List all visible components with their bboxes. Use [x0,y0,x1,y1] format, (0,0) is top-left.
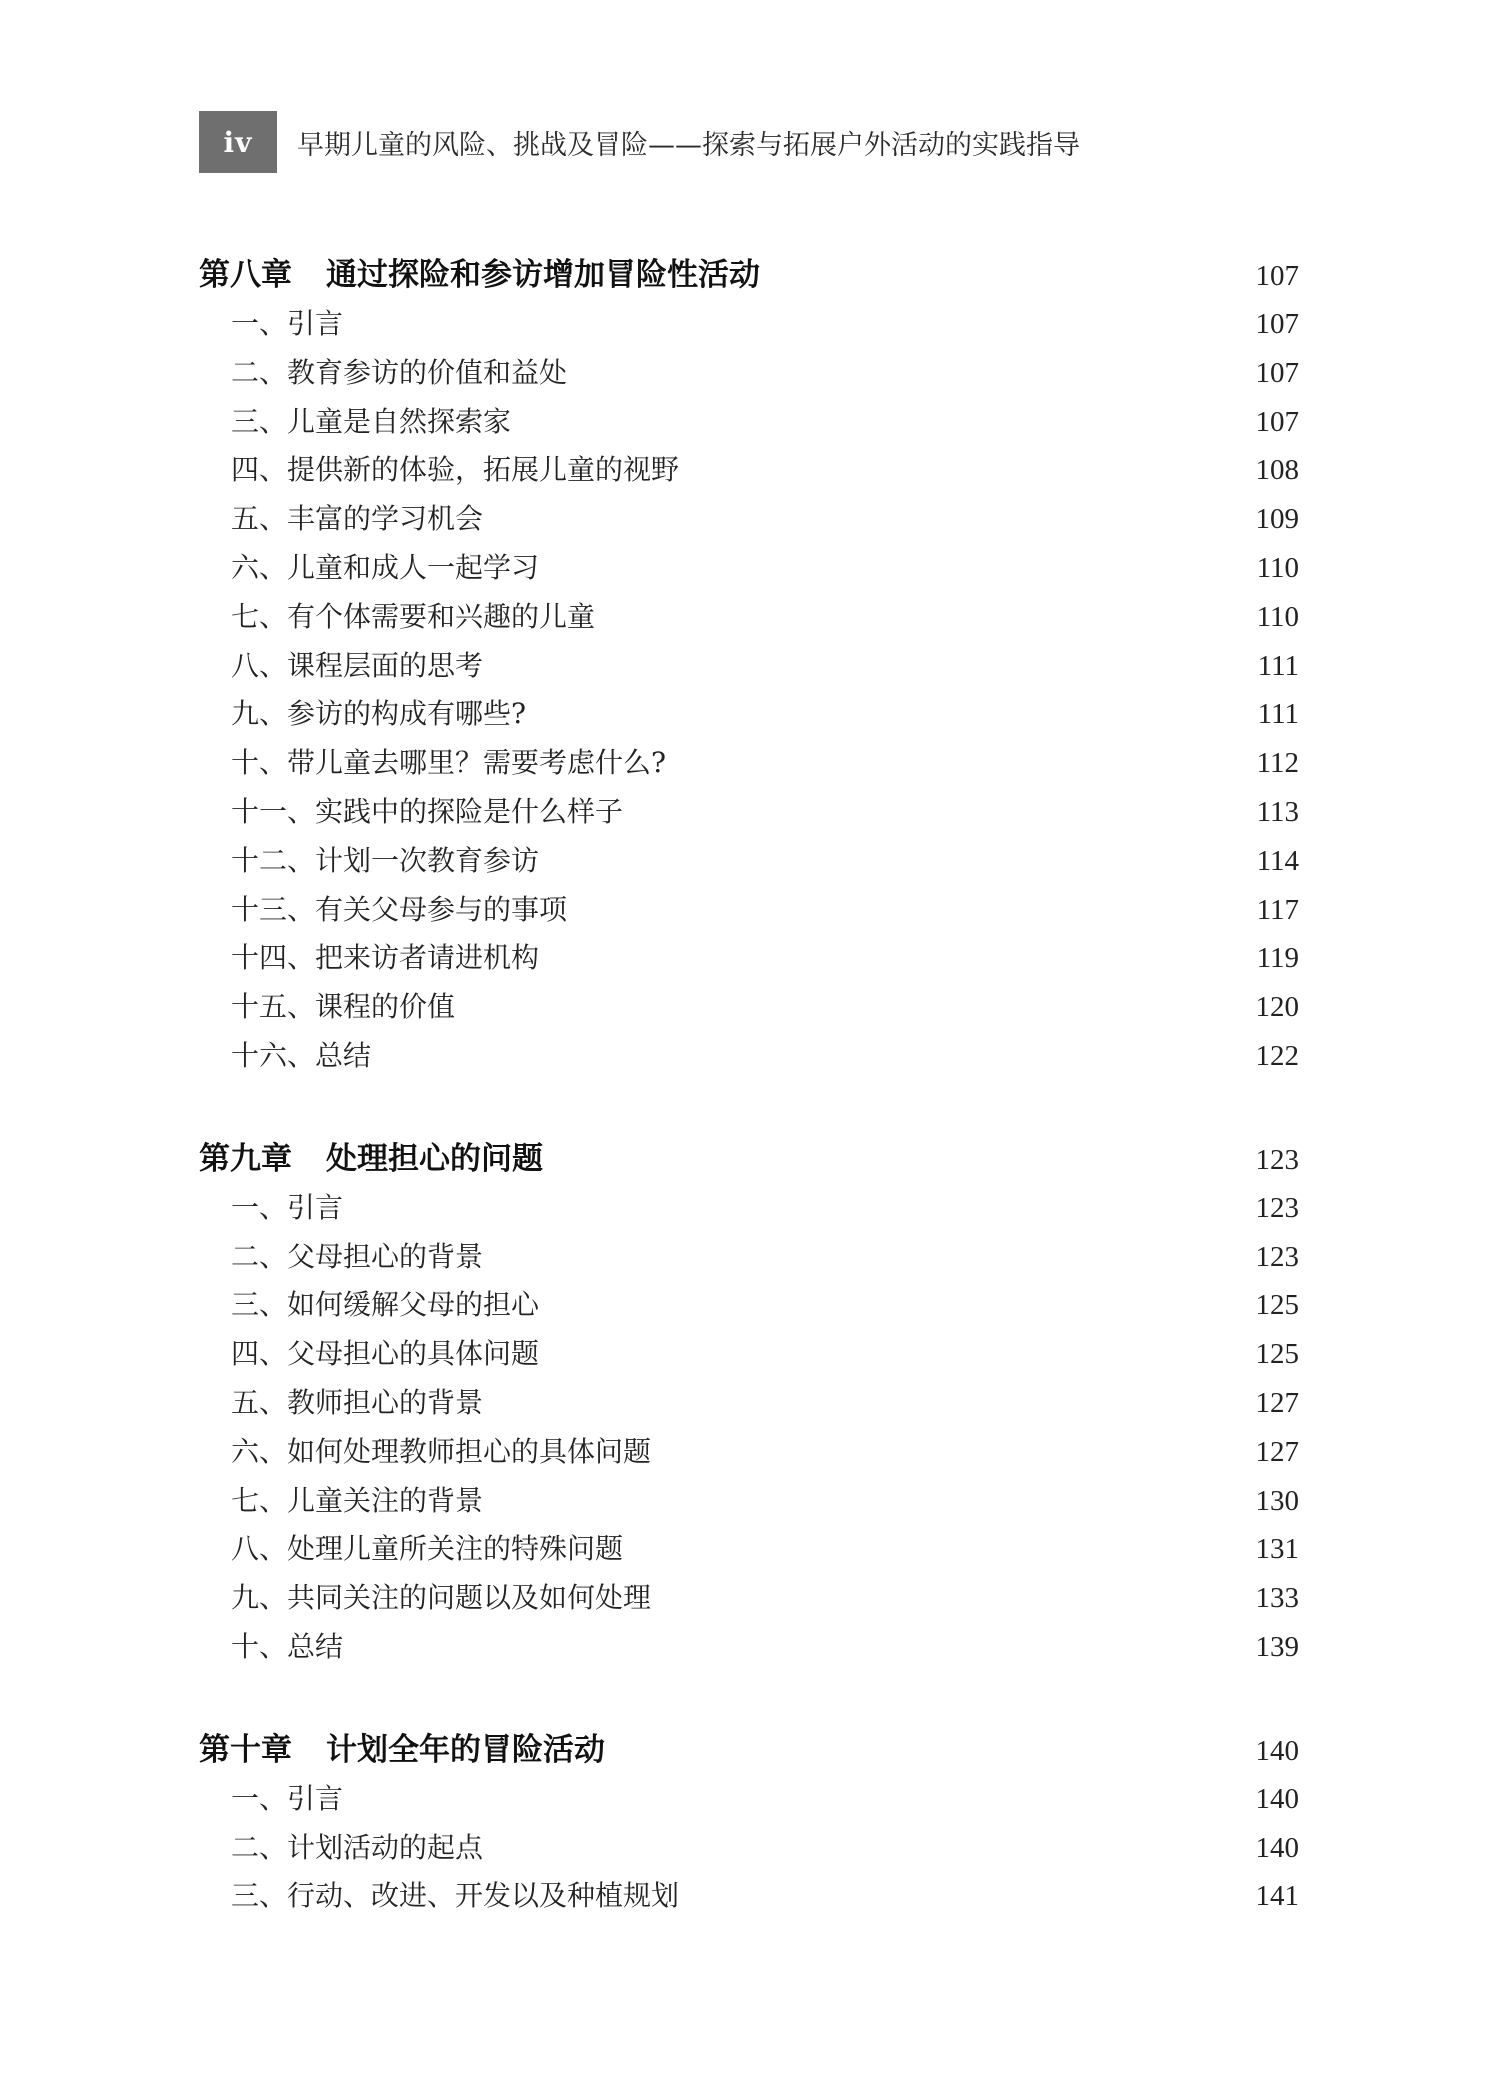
section-page-number: 117 [1256,893,1299,926]
section-title: 十六、总结 [231,1038,372,1072]
chapter-number: 第十章 [199,1731,292,1768]
chapter-block [199,250,1299,1081]
section-title: 十二、计划一次教育参访 [231,843,540,877]
section-entry[interactable] [199,1574,1299,1623]
chapter-block [199,1725,1299,1921]
section-page-number: 119 [1256,942,1299,975]
section-title: 四、提供新的体验，拓展儿童的视野 [231,453,680,487]
section-page-number: 123 [1255,1240,1299,1273]
section-page-number: 113 [1256,795,1299,828]
chapter-title [199,250,760,300]
section-entry[interactable] [199,1824,1299,1873]
running-header [199,111,1080,173]
section-entry[interactable] [199,300,1299,349]
section-title: 三、行动、改进、开发以及种植规划 [231,1879,680,1913]
section-entry[interactable] [199,544,1299,593]
section-entry[interactable] [199,1032,1299,1081]
section-title: 二、父母担心的背景 [231,1239,484,1273]
section-page-number: 107 [1255,405,1299,438]
section-entry[interactable] [199,886,1299,935]
section-title: 三、如何缓解父母的担心 [231,1288,540,1322]
chapter-entry[interactable] [199,1725,1299,1775]
section-entry[interactable] [199,446,1299,495]
section-entry[interactable] [199,1428,1299,1477]
chapter-block [199,1134,1299,1672]
section-title: 八、处理儿童所关注的特殊问题 [231,1532,624,1566]
section-page-number: 107 [1255,356,1299,389]
section-entry[interactable] [199,398,1299,447]
chapter-page-number: 107 [1255,260,1299,292]
section-entry[interactable] [199,1330,1299,1379]
section-entry[interactable] [199,1233,1299,1282]
section-title: 六、儿童和成人一起学习 [231,550,540,584]
section-entry[interactable] [199,1281,1299,1330]
section-page-number: 125 [1255,1338,1299,1371]
section-entry[interactable] [199,1477,1299,1526]
section-entry[interactable] [199,1872,1299,1921]
section-title: 三、儿童是自然探索家 [231,404,512,438]
section-title: 五、教师担心的背景 [231,1385,484,1419]
section-entry[interactable] [199,690,1299,739]
section-title: 一、引言 [231,1190,344,1224]
section-page-number: 112 [1256,747,1299,780]
section-page-number: 133 [1255,1582,1299,1615]
page-folio: iv [199,111,277,173]
section-title: 十一、实践中的探险是什么样子 [231,794,624,828]
section-entry[interactable] [199,1525,1299,1574]
chapter-name: 处理担心的问题 [326,1140,543,1177]
section-entry[interactable] [199,642,1299,691]
chapter-page-number: 140 [1255,1734,1299,1767]
section-entry[interactable] [199,739,1299,788]
section-page-number: 141 [1255,1880,1299,1913]
chapter-name: 通过探险和参访增加冒险性活动 [326,257,760,293]
chapter-page-number: 123 [1255,1143,1299,1176]
section-title: 二、计划活动的起点 [231,1830,484,1864]
section-title: 十、带儿童去哪里？需要考虑什么? [231,746,667,780]
section-title: 四、父母担心的具体问题 [231,1337,540,1371]
section-title: 六、如何处理教师担心的具体问题 [231,1434,652,1468]
section-title: 十、总结 [231,1629,344,1663]
running-title: 早期儿童的风险、挑战及冒险——探索与拓展户外活动的实践指导 [297,129,1080,161]
section-title: 九、共同关注的问题以及如何处理 [231,1581,652,1615]
section-page-number: 111 [1257,698,1299,731]
section-title: 十四、把来访者请进机构 [231,941,540,975]
section-page-number: 123 [1255,1191,1299,1224]
section-page-number: 111 [1257,649,1299,682]
section-page-number: 122 [1255,1039,1299,1072]
table-of-contents [199,250,1299,1974]
section-page-number: 114 [1256,844,1299,877]
section-title: 九、参访的构成有哪些? [231,697,527,731]
section-page-number: 109 [1255,503,1299,536]
section-entry[interactable] [199,593,1299,642]
chapter-name: 计划全年的冒险活动 [326,1731,605,1768]
section-entry[interactable] [199,1623,1299,1672]
section-title: 一、引言 [231,307,344,340]
section-page-number: 125 [1255,1289,1299,1322]
chapter-title [199,1134,543,1184]
section-entry[interactable] [199,495,1299,544]
section-title: 二、教育参访的价值和益处 [231,355,568,389]
chapter-title [199,1725,605,1775]
chapter-entry[interactable] [199,1134,1299,1184]
section-entry[interactable] [199,1775,1299,1824]
section-entry[interactable] [199,934,1299,983]
section-title: 十三、有关父母参与的事项 [231,892,568,926]
section-page-number: 127 [1255,1386,1299,1419]
section-page-number: 110 [1256,600,1299,633]
section-entry[interactable] [199,983,1299,1032]
section-page-number: 139 [1255,1630,1299,1663]
section-entry[interactable] [199,1379,1299,1428]
section-page-number: 140 [1255,1782,1299,1815]
section-page-number: 127 [1255,1435,1299,1468]
section-entry[interactable] [199,1184,1299,1233]
section-title: 五、丰富的学习机会 [231,502,484,536]
chapter-number: 第八章 [199,257,292,293]
section-page-number: 120 [1255,991,1299,1024]
section-page-number: 140 [1255,1831,1299,1864]
section-entry[interactable] [199,837,1299,886]
section-page-number: 108 [1255,454,1299,487]
section-title: 一、引言 [231,1781,344,1815]
section-page-number: 110 [1256,551,1299,584]
section-title: 七、儿童关注的背景 [231,1483,484,1517]
section-title: 八、课程层面的思考 [231,648,484,682]
chapter-entry[interactable] [199,250,1299,300]
section-page-number: 107 [1255,308,1299,340]
section-title: 十五、课程的价值 [231,990,456,1024]
section-page-number: 130 [1255,1484,1299,1517]
section-title: 七、有个体需要和兴趣的儿童 [231,599,596,633]
section-entry[interactable] [199,788,1299,837]
section-page-number: 131 [1255,1533,1299,1566]
section-entry[interactable] [199,349,1299,398]
chapter-number: 第九章 [199,1140,292,1177]
